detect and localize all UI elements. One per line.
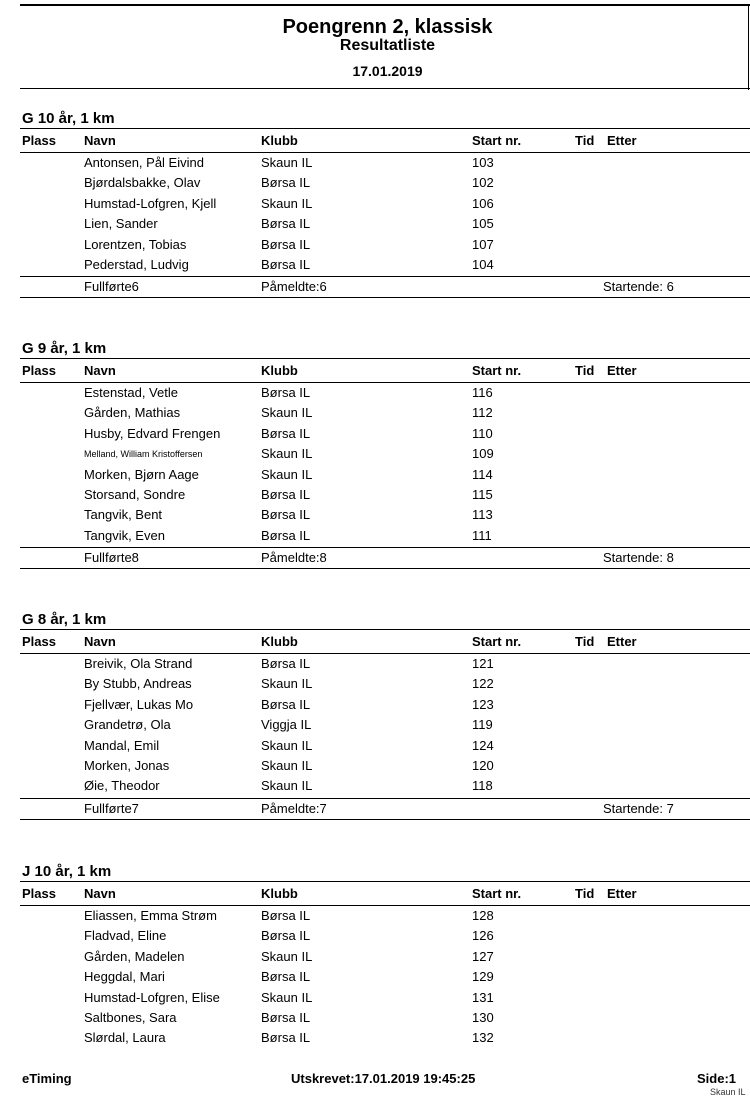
result-club: Børsa IL xyxy=(261,236,311,252)
result-start-number: 105 xyxy=(472,216,494,232)
column-header-klubb: Klubb xyxy=(261,886,298,901)
column-header-navn: Navn xyxy=(84,133,116,148)
result-start-number: 109 xyxy=(472,446,494,462)
result-club: Skaun IL xyxy=(261,758,313,773)
result-club: Børsa IL xyxy=(261,487,311,502)
column-header-etter: Etter xyxy=(607,363,637,378)
summary-completed: Fullførte6 xyxy=(84,279,139,295)
result-name: Antonsen, Pål Eivind xyxy=(84,155,204,170)
group-title: G 10 år, 1 km xyxy=(22,110,115,127)
summary-bottom-rule xyxy=(20,297,750,298)
result-club: Skaun IL xyxy=(261,778,313,794)
result-club: Børsa IL xyxy=(261,385,311,400)
result-start-number: 119 xyxy=(472,717,493,733)
report-subtitle: Resultatliste xyxy=(339,37,436,54)
summary-completed: Fullførte7 xyxy=(84,800,139,816)
result-name: Heggdal, Mari xyxy=(84,969,165,985)
group-title: G 8 år, 1 km xyxy=(22,611,107,628)
result-name: Saltbones, Sara xyxy=(84,1010,177,1025)
column-header-navn: Navn xyxy=(84,634,116,649)
result-start-number: 111 xyxy=(472,527,492,543)
result-start-number: 121 xyxy=(472,656,494,671)
result-name: Breivik, Ola Strand xyxy=(84,656,193,671)
result-club: Børsa IL xyxy=(261,425,311,441)
result-club: Børsa IL xyxy=(261,969,311,985)
result-club: Skaun IL xyxy=(261,989,313,1005)
result-start-number: 102 xyxy=(472,175,494,191)
column-header-rule xyxy=(20,382,750,383)
result-name: Humstad-Lofgren, Elise xyxy=(84,989,220,1005)
summary-starters: Startende: 7 xyxy=(603,800,674,816)
result-start-number: 115 xyxy=(472,487,493,502)
result-club: Børsa IL xyxy=(261,696,311,712)
result-start-number: 127 xyxy=(472,948,494,964)
result-start-number: 122 xyxy=(472,676,494,692)
result-start-number: 110 xyxy=(472,425,493,441)
result-name: Morken, Jonas xyxy=(84,758,170,773)
result-club: Skaun IL xyxy=(261,195,313,211)
top-rule xyxy=(20,4,750,6)
column-header-rule xyxy=(20,152,750,153)
summary-starters: Startende: 8 xyxy=(603,550,674,566)
result-club: Skaun IL xyxy=(261,446,313,462)
column-header-rule xyxy=(20,653,750,654)
footer-cut-text: Skaun IL xyxy=(710,1087,746,1097)
result-start-number: 118 xyxy=(472,778,493,794)
footer-printed: Utskrevet:17.01.2019 19:45:25 xyxy=(291,1071,476,1086)
result-start-number: 131 xyxy=(472,989,494,1005)
result-club: Børsa IL xyxy=(261,1010,311,1025)
result-name: Øie, Theodor xyxy=(84,778,160,794)
result-name: By Stubb, Andreas xyxy=(84,676,192,692)
result-club: Børsa IL xyxy=(261,507,311,523)
group-title-rule xyxy=(20,881,750,882)
summary-registered: Påmeldte:7 xyxy=(261,800,327,816)
result-name: Fjellvær, Lukas Mo xyxy=(84,696,194,712)
summary-top-rule xyxy=(20,276,750,277)
summary-registered: Påmeldte:6 xyxy=(261,279,327,295)
result-name: Tangvik, Bent xyxy=(84,507,163,523)
column-header-navn: Navn xyxy=(84,886,116,901)
group-title: J 10 år, 1 km xyxy=(22,863,112,880)
column-header-tid: Tid xyxy=(575,634,595,649)
report-title: Poengrenn 2, klassisk xyxy=(282,16,493,38)
column-header-plass: Plass xyxy=(22,886,56,901)
result-club: Børsa IL xyxy=(261,257,311,272)
result-start-number: 116 xyxy=(472,385,493,400)
column-header-tid: Tid xyxy=(575,133,595,148)
column-header-navn: Navn xyxy=(84,363,116,378)
result-start-number: 104 xyxy=(472,257,494,272)
result-club: Skaun IL xyxy=(261,676,313,692)
result-name: Morken, Bjørn Aage xyxy=(84,466,199,482)
report-date: 17.01.2019 xyxy=(352,63,423,79)
summary-bottom-rule xyxy=(20,568,750,569)
result-club: Skaun IL xyxy=(261,737,313,753)
result-start-number: 123 xyxy=(472,696,494,712)
group-title-rule xyxy=(20,128,750,129)
group-title-rule xyxy=(20,358,750,359)
result-name: Lien, Sander xyxy=(84,216,158,232)
result-name: Tangvik, Even xyxy=(84,527,165,543)
column-header-start: Start nr. xyxy=(472,133,522,148)
result-name: Bjørdalsbakke, Olav xyxy=(84,175,201,191)
result-name: Melland, William Kristoffersen xyxy=(84,449,203,460)
result-start-number: 113 xyxy=(472,507,493,523)
result-start-number: 106 xyxy=(472,195,494,211)
result-name: Fladvad, Eline xyxy=(84,928,167,944)
result-start-number: 129 xyxy=(472,969,494,985)
result-start-number: 114 xyxy=(472,466,493,482)
summary-bottom-rule xyxy=(20,819,750,820)
result-name: Pederstad, Ludvig xyxy=(84,257,189,272)
result-name: Estenstad, Vetle xyxy=(84,385,178,400)
group-title: G 9 år, 1 km xyxy=(22,340,107,357)
result-club: Viggja IL xyxy=(261,717,312,733)
result-club: Børsa IL xyxy=(261,908,311,923)
result-name: Mandal, Emil xyxy=(84,737,160,753)
column-header-tid: Tid xyxy=(575,363,595,378)
summary-registered: Påmeldte:8 xyxy=(261,550,327,566)
summary-starters: Startende: 6 xyxy=(603,279,674,295)
column-header-start: Start nr. xyxy=(472,634,522,649)
result-name: Storsand, Sondre xyxy=(84,487,186,502)
result-club: Skaun IL xyxy=(261,155,313,170)
result-start-number: 103 xyxy=(472,155,494,170)
result-name: Gården, Mathias xyxy=(84,405,181,421)
summary-top-rule xyxy=(20,547,750,548)
result-club: Børsa IL xyxy=(261,216,311,232)
summary-top-rule xyxy=(20,798,750,799)
result-start-number: 112 xyxy=(472,405,493,421)
result-start-number: 120 xyxy=(472,758,494,773)
column-header-klubb: Klubb xyxy=(261,363,298,378)
footer-page: Side:1 xyxy=(697,1071,737,1086)
result-start-number: 132 xyxy=(472,1030,494,1046)
result-club: Skaun IL xyxy=(261,948,313,964)
summary-completed: Fullførte8 xyxy=(84,550,139,566)
result-start-number: 130 xyxy=(472,1010,494,1025)
column-header-etter: Etter xyxy=(607,634,637,649)
header-rule xyxy=(20,88,750,89)
result-name: Humstad-Lofgren, Kjell xyxy=(84,195,217,211)
result-name: Grandetrø, Ola xyxy=(84,717,171,733)
result-club: Børsa IL xyxy=(261,656,311,671)
result-start-number: 107 xyxy=(472,236,494,252)
column-header-plass: Plass xyxy=(22,634,56,649)
result-club: Børsa IL xyxy=(261,928,311,944)
result-club: Skaun IL xyxy=(261,405,313,421)
column-header-start: Start nr. xyxy=(472,363,522,378)
column-header-etter: Etter xyxy=(607,886,637,901)
column-header-plass: Plass xyxy=(22,363,56,378)
result-name: Husby, Edvard Frengen xyxy=(84,425,221,441)
result-start-number: 124 xyxy=(472,737,494,753)
column-header-etter: Etter xyxy=(607,133,637,148)
result-club: Skaun IL xyxy=(261,466,313,482)
result-name: Gården, Madelen xyxy=(84,948,185,964)
result-start-number: 128 xyxy=(472,908,494,923)
column-header-tid: Tid xyxy=(575,886,595,901)
footer-software: eTiming xyxy=(22,1071,72,1086)
result-name: Slørdal, Laura xyxy=(84,1030,166,1046)
result-start-number: 126 xyxy=(472,928,494,944)
column-header-klubb: Klubb xyxy=(261,634,298,649)
group-title-rule xyxy=(20,629,750,630)
column-header-rule xyxy=(20,905,750,906)
result-club: Børsa IL xyxy=(261,527,311,543)
column-header-klubb: Klubb xyxy=(261,133,298,148)
column-header-plass: Plass xyxy=(22,133,56,148)
result-club: Børsa IL xyxy=(261,175,311,191)
result-name: Eliassen, Emma Strøm xyxy=(84,908,217,923)
result-club: Børsa IL xyxy=(261,1030,311,1046)
result-name: Lorentzen, Tobias xyxy=(84,236,187,252)
column-header-start: Start nr. xyxy=(472,886,522,901)
